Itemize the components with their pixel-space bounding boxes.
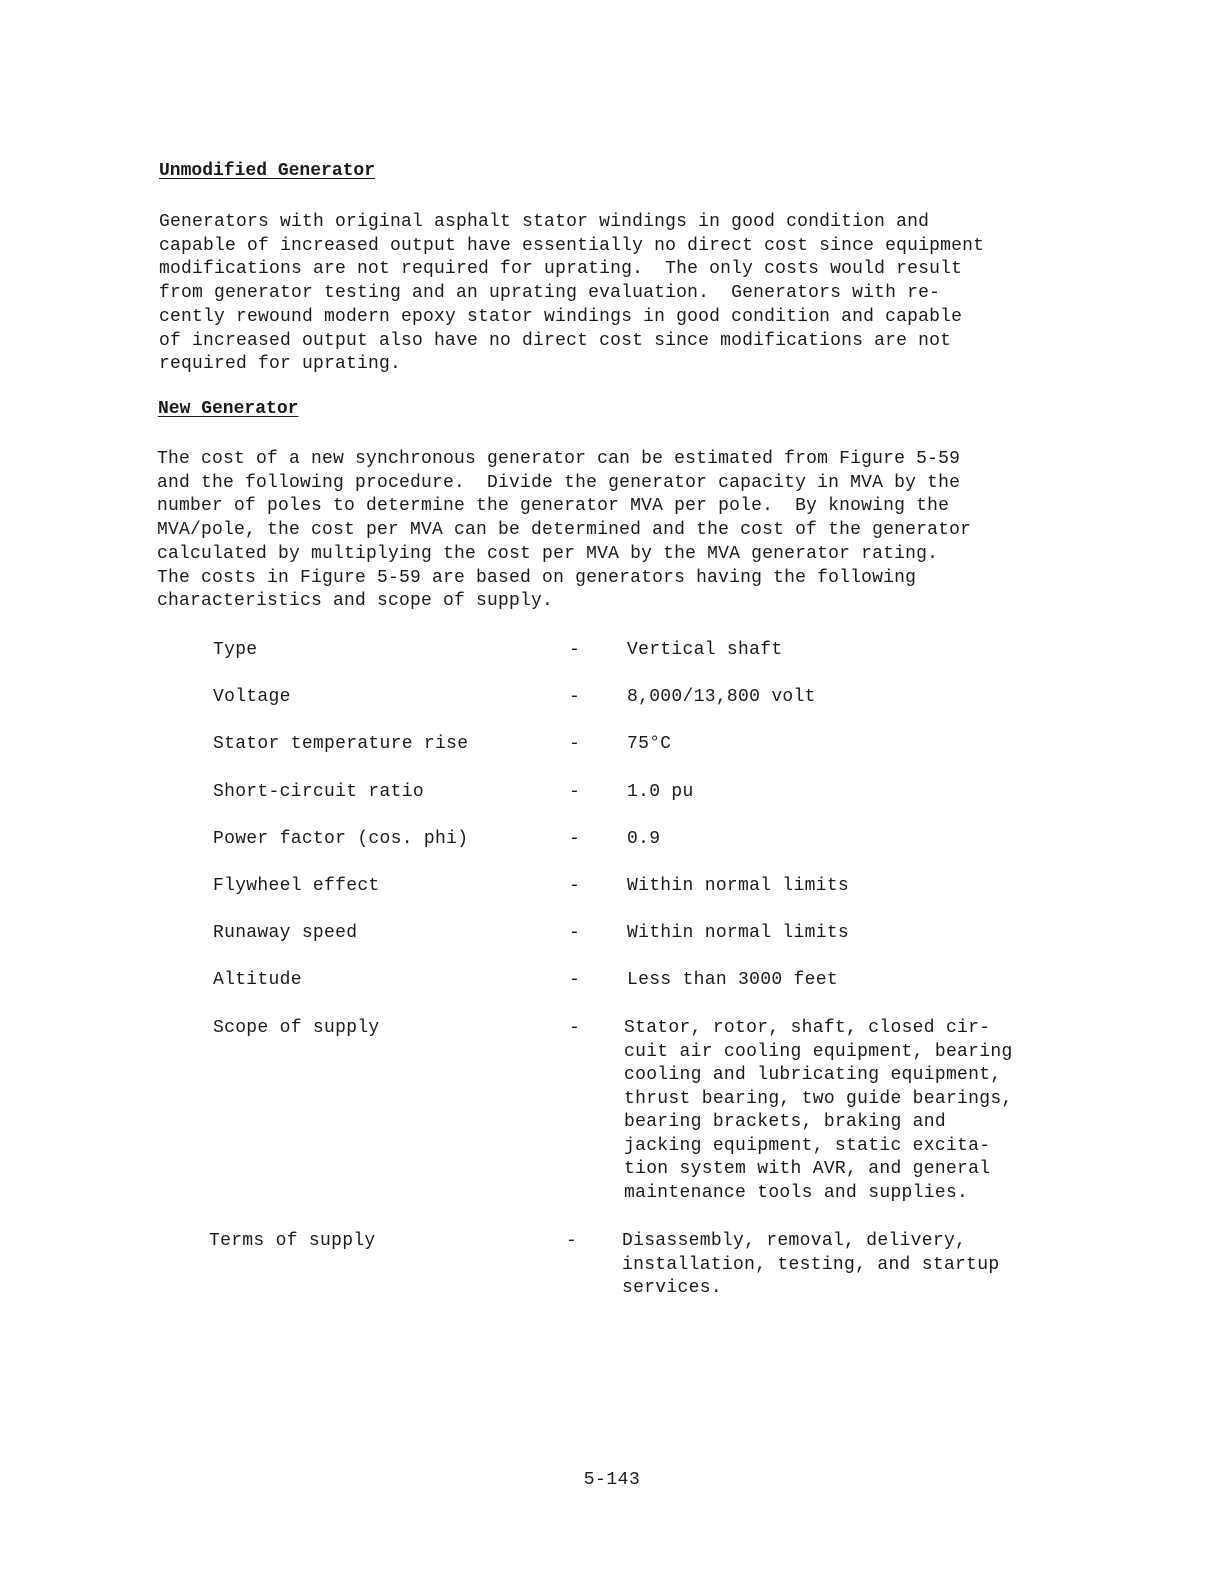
spec-label: Power factor (cos. phi) <box>213 829 469 849</box>
spec-dash: - <box>569 734 580 754</box>
spec-label: Type <box>213 640 258 660</box>
heading-unmodified-generator: Unmodified Generator <box>159 161 376 181</box>
spec-dash: - <box>566 1231 577 1251</box>
spec-label: Runaway speed <box>213 923 358 943</box>
spec-label: Flywheel effect <box>213 876 380 896</box>
spec-label: Scope of supply <box>213 1018 380 1038</box>
spec-label: Altitude <box>213 970 302 990</box>
spec-dash: - <box>569 782 580 802</box>
spec-value: Less than 3000 feet <box>627 970 838 990</box>
spec-dash: - <box>569 640 580 660</box>
spec-label: Short-circuit ratio <box>213 782 424 802</box>
spec-label: Stator temperature rise <box>213 734 469 754</box>
spec-label: Terms of supply <box>209 1231 376 1251</box>
spec-label: Voltage <box>213 687 291 707</box>
spec-dash: - <box>569 876 580 896</box>
spec-value: 75°C <box>627 734 672 754</box>
spec-dash: - <box>569 687 580 707</box>
spec-value: Stator, rotor, shaft, closed cir- cuit air cooling equipment, bearing cooling and lubricating equipment, thrust bearing, two guide bearings, bearing brackets, braking and jacking equipment, static excita- tion system with AVR, and general maintenance tools and supplies. <box>624 1018 1013 1203</box>
spec-value: Within normal limits <box>627 923 850 943</box>
paragraph-new-generator: The cost of a new synchronous generator can be estimated from Figure 5-59 and the following procedure. Divide the generator capacity in MVA by the number of poles to determine the generator MVA per pole. By knowing the MVA/pole, the cost per MVA can be determined and the cost of the generator calculated by multiplying the cost per MVA by the MVA generator rating. The costs in Figure 5-59 are based on generators having the following characteristics and scope of supply. <box>157 449 972 612</box>
spec-value: 0.9 <box>627 829 661 849</box>
spec-value: Within normal limits <box>627 876 850 896</box>
spec-value: Disassembly, removal, delivery, installation, testing, and startup services. <box>622 1231 1000 1298</box>
paragraph-unmodified-generator: Generators with original asphalt stator windings in good condition and capable of increased output have essentially no direct cost since equipment modifications are not required for uprating. The only costs would result from generator testing and an uprating evaluation. Generators with re- cently rewound modern epoxy stator windings in good condition and capable of increased output also have no direct cost since modifications are not required for uprating. <box>159 212 985 375</box>
page-number: 5-143 <box>583 1470 641 1490</box>
spec-dash: - <box>569 923 580 943</box>
spec-dash: - <box>569 1018 580 1038</box>
spec-value: 8,000/13,800 volt <box>627 687 816 707</box>
spec-value: 1.0 pu <box>627 782 694 802</box>
spec-value: Vertical shaft <box>627 640 783 660</box>
spec-dash: - <box>569 829 580 849</box>
heading-new-generator: New Generator <box>158 399 299 419</box>
spec-dash: - <box>569 970 580 990</box>
